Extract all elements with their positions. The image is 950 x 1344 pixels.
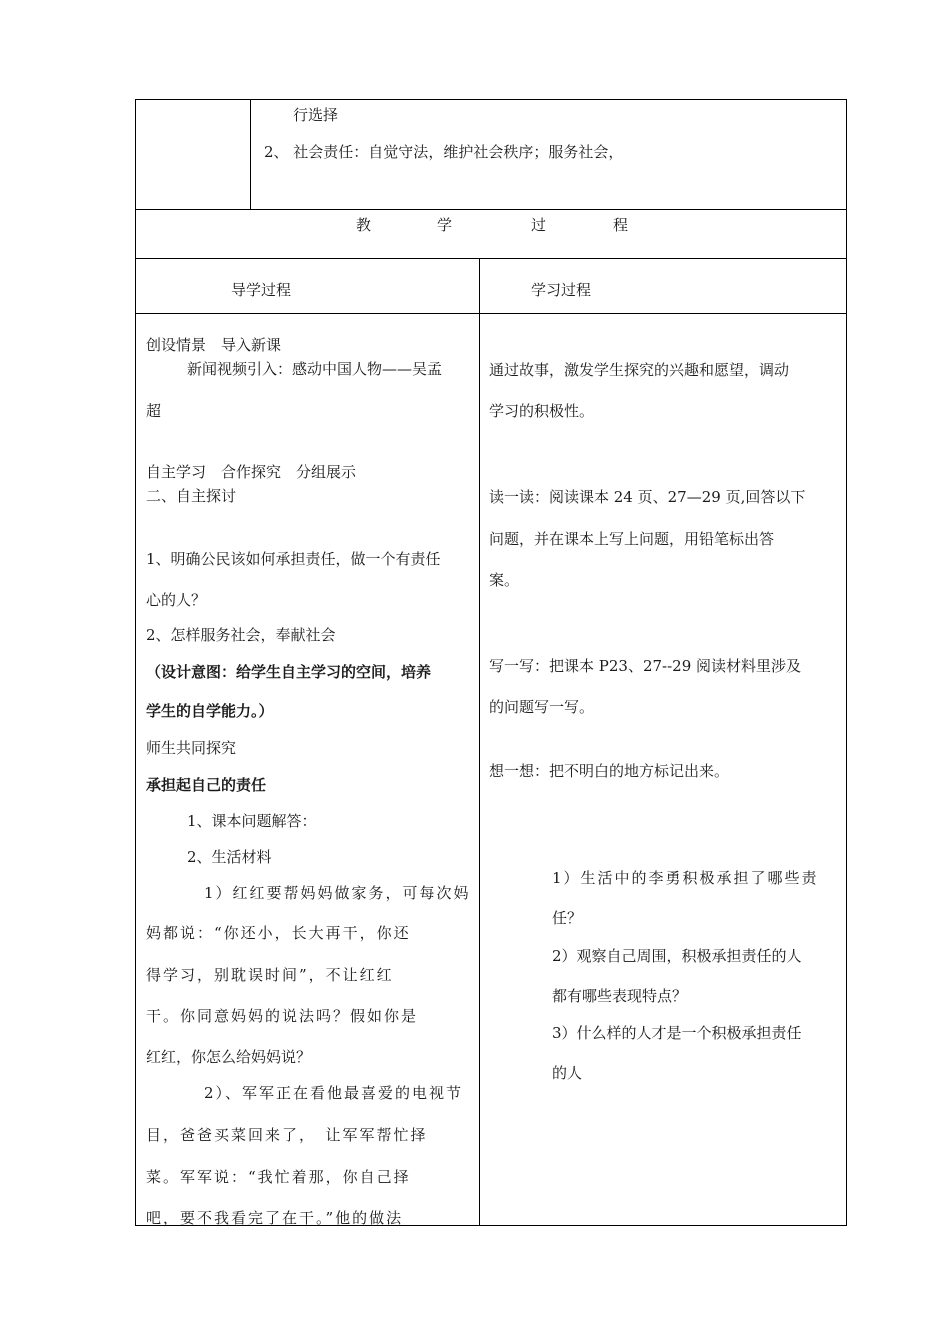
left-text-line: 吧，要不我看完了在干。”他的做法 [146,1209,404,1227]
left-text-line: 师生共同探究 [146,739,237,757]
right-text-line: 1）生活中的李勇积极承担了哪些责 [552,869,819,887]
right-text-line: 学习的积极性。 [489,402,595,420]
top-row-line-1: 行选择 [293,106,339,124]
section-header-char: 程 [613,216,629,234]
design-intent-line: 学生的自学能力。） [146,702,274,720]
row-divider [135,258,847,259]
right-text-line: 3）什么样的人才是一个积极承担责任 [552,1024,802,1042]
left-text-line: 1、课本问题解答： [187,812,317,830]
left-text-line: 干。你同意妈妈的说法吗？假如你是 [146,1007,419,1025]
section-header-char: 教 [356,216,372,234]
subsection-title: 承担起自己的责任 [146,776,267,794]
column-divider [479,258,480,1226]
top-row-line-2: 2、 社会责任：自觉守法，维护社会秩序；服务社会， [264,143,624,161]
left-text-line: 心的人？ [146,591,207,609]
left-text-line: 得学习，别耽误时间”，不让红红 [146,966,394,984]
section-header-char: 过 [531,216,547,234]
left-text-line: 1、明确公民该如何承担责任，做一个有责任 [146,550,441,568]
right-text-line: 任？ [552,909,583,927]
row-divider [135,209,847,210]
right-text-line: 的问题写一写。 [489,698,595,716]
right-text-line: 案。 [489,571,520,589]
left-text-line: 1）红红要帮妈妈做家务，可每次妈 [204,884,471,902]
left-text-line: 超 [146,402,162,420]
left-text-line: 新闻视频引入：感动中国人物——吴孟 [187,360,443,378]
row-divider [135,313,847,314]
left-text-line: 自主学习 合作探究 分组展示 [146,463,357,481]
left-text-line: 创设情景 导入新课 [146,336,282,354]
left-text-line: 目，爸爸买菜回来了， 让军军帮忙择 [146,1126,428,1144]
right-column-header: 学习过程 [531,281,592,299]
right-text-line: 写一写：把课本 P23、27--29 阅读材料里涉及 [489,657,802,675]
left-text-line: 2、怎样服务社会，奉献社会 [146,626,336,644]
right-text-line: 的人 [552,1064,583,1082]
section-header-char: 学 [437,216,453,234]
right-text-line: 2）观察自己周围，积极承担责任的人 [552,947,802,965]
right-text-line: 都有哪些表现特点？ [552,987,688,1005]
right-text-line: 通过故事，激发学生探究的兴趣和愿望，调动 [489,361,790,379]
design-intent-line: （设计意图：给学生自主学习的空间，培养 [146,663,432,681]
left-text-line: 2、生活材料 [187,848,272,866]
left-column-header: 导学过程 [231,281,292,299]
right-text-line: 问题，并在课本上写上问题，用铅笔标出答 [489,530,775,548]
left-text-line: 二、自主探讨 [146,487,237,505]
left-text-line: 菜。军军说：“我忙着那，你自己择 [146,1168,411,1186]
left-text-line: 红红，你怎么给妈妈说？ [146,1048,312,1066]
left-text-line: 2）、军军正在看他最喜爱的电视节 [204,1084,464,1102]
left-text-line: 妈都说：“你还小，长大再干，你还 [146,924,411,942]
right-text-line: 读一读：阅读课本 24 页、27—29 页,回答以下 [489,488,806,506]
right-text-line: 想一想：把不明白的地方标记出来。 [489,762,730,780]
column-divider [250,99,251,209]
